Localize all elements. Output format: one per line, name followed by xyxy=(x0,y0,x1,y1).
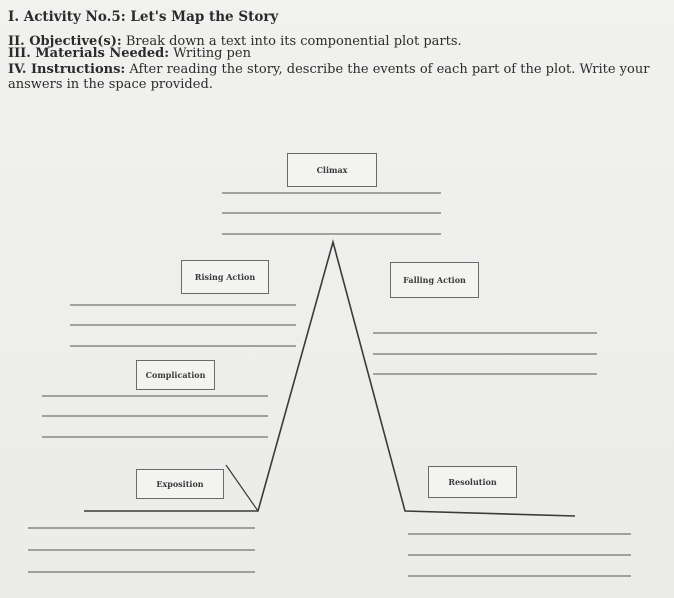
instructions-text-2: answers in the space provided. xyxy=(8,77,213,92)
exposition-box: Exposition xyxy=(136,469,224,499)
complication-box: Complication xyxy=(136,360,215,390)
falling-action-box: Falling Action xyxy=(390,262,479,298)
resolution-box: Resolution xyxy=(428,466,517,498)
activity-title: I. Activity No.5: Let's Map the Story xyxy=(8,9,279,25)
exposition-tick-line xyxy=(226,465,258,511)
instructions-text-1: After reading the story, describe the events of each part of the plot. Write your xyxy=(129,62,650,77)
rising-action-box: Rising Action xyxy=(181,260,269,294)
climax-box: Climax xyxy=(287,153,377,187)
materials-text: Writing pen xyxy=(173,46,251,61)
instructions-label: IV. Instructions: xyxy=(8,62,126,77)
objective-label: II. Objective(s): xyxy=(8,34,122,49)
materials-label: III. Materials Needed: xyxy=(8,46,170,61)
objective-text: Break down a text into its componential plot parts. xyxy=(125,34,462,49)
